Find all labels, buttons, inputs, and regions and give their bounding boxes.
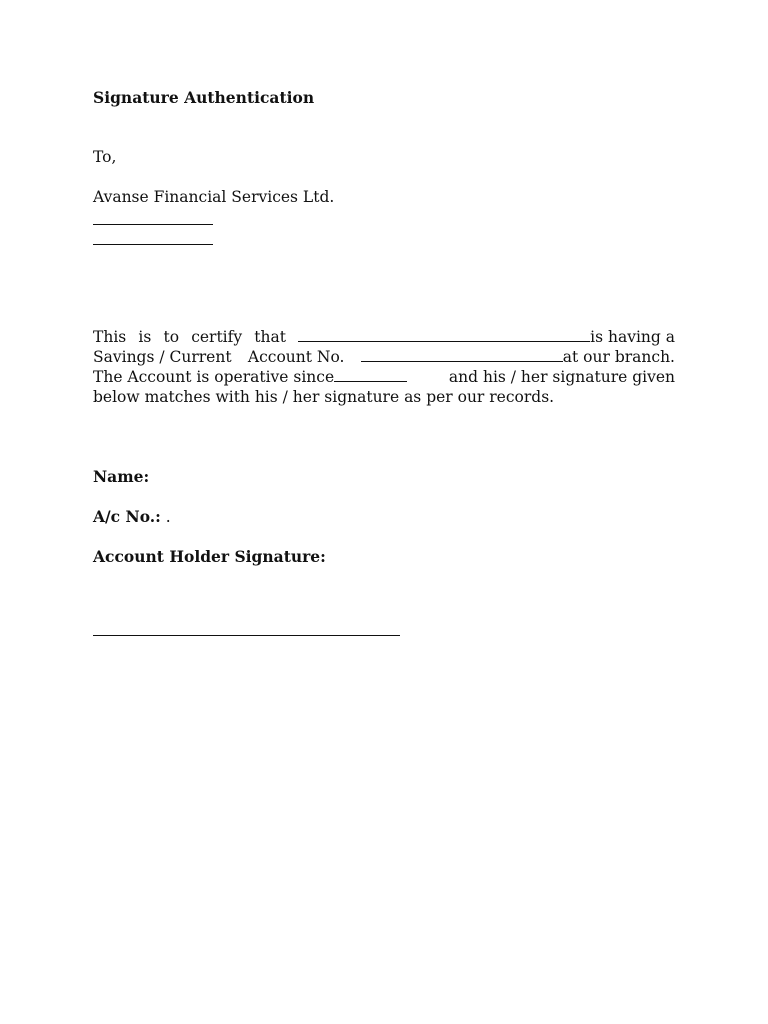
body-line-4: below matches with his / her signature as per our records. xyxy=(93,388,555,406)
holder-name-blank xyxy=(298,327,590,342)
body-word: This xyxy=(93,328,127,346)
body-line-3 xyxy=(93,367,675,387)
signature-label: Account Holder Signature: xyxy=(93,547,326,566)
address-blank-line-2 xyxy=(93,244,213,245)
operative-since-blank xyxy=(334,367,407,382)
body-word: certify xyxy=(191,328,243,346)
account-number-blank xyxy=(361,347,563,362)
body-text: is having a xyxy=(590,328,675,346)
body-text: Savings / Current xyxy=(93,348,232,366)
name-label: Name: xyxy=(93,467,150,486)
since-blank-segment xyxy=(93,367,407,387)
account-number-label: A/c No.: xyxy=(93,507,161,526)
body-word: to xyxy=(163,328,180,346)
body-word: is xyxy=(138,328,152,346)
account-number-row xyxy=(93,507,171,527)
document-title: Signature Authentication xyxy=(93,88,315,107)
address-blank-line-1 xyxy=(93,224,213,225)
account-number-suffix: . xyxy=(160,508,171,526)
body-text: at our branch. xyxy=(562,348,675,366)
body-word: that xyxy=(254,328,286,346)
signature-line xyxy=(93,635,400,636)
body-text: and his / her signature given xyxy=(448,368,675,386)
body-line-2 xyxy=(93,347,675,367)
body-text: The Account is operative since xyxy=(93,368,335,386)
salutation: To, xyxy=(93,148,117,166)
body-line-1 xyxy=(93,327,675,347)
body-text: Account No. xyxy=(247,348,345,366)
name-blank-segment xyxy=(298,327,675,347)
recipient-company: Avanse Financial Services Ltd. xyxy=(93,188,335,206)
account-blank-segment xyxy=(361,347,675,367)
